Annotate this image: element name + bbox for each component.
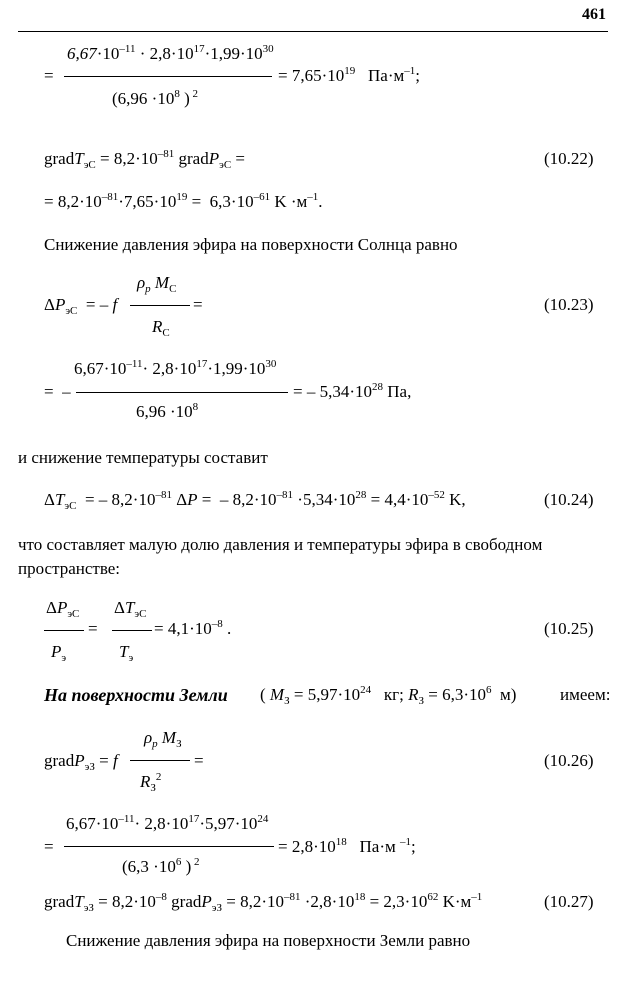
equals-sign: = [193, 295, 203, 314]
paragraph: и снижение температуры составит [18, 448, 268, 467]
formula-numerator: $\Delta T_{эС}$ [114, 598, 147, 620]
paragraph: Снижение давления эфира на поверхности Солнца равно [44, 235, 458, 254]
formula-denominator: $P_э$ [51, 642, 67, 664]
formula-delta-t-sun: $\Delta T_{эС}$ = – $8,2\cdot 10^{-81}$ ΔP = – $8,2\cdot 10^{-81} \cdot 5,34\cdot 10^{28} = 4,4\cdot 10^{-52}$ K, [44, 489, 466, 512]
formula-numerator: $6,67\cdot 10^{-11}\cdot 2,8\cdot 10^{17}\cdot 5,97\cdot 10^{24}$ [66, 813, 269, 833]
formula-result: = $2,8\cdot 10^{18}$ Па·м $^{-1}$; [278, 836, 416, 856]
formula-numerator: $\Delta P_{эС}$ [46, 598, 80, 620]
formula-denominator: ($6,3 \cdot 10^6$ ) $^2$ [122, 856, 200, 876]
equation-number: (10.26) [544, 751, 594, 770]
formula-numerator: $\rho_р$ $M_С$ [137, 273, 177, 295]
fraction-bar [64, 846, 274, 847]
fraction-bar [112, 630, 152, 631]
equals-sign: = [194, 751, 204, 770]
formula-result: = – $5,34\cdot 10^{28}$ Па, [293, 381, 412, 401]
formula-earth-params: ( $M_З = 5,97\cdot 10^{24}$ кг; $R_З = 6,3\cdot 10^6$ м) [260, 684, 517, 707]
fraction-bar [44, 630, 84, 631]
equals-sign: = [44, 66, 54, 85]
equation-number: (10.24) [544, 490, 594, 509]
formula-denominator: $T_э$ [119, 642, 134, 664]
header-rule [18, 31, 608, 32]
fraction-bar [130, 760, 190, 761]
section-heading: На поверхности Земли [44, 685, 228, 705]
equation-number: (10.25) [544, 619, 594, 638]
formula-result: = $4,1\cdot 10^{-8}$ . [154, 618, 232, 638]
formula-denominator: ($6,96 \cdot 10^8$ ) $^2$ [112, 88, 198, 108]
paragraph: имеем: [560, 685, 611, 704]
formula-denominator: $6,96 \cdot 10^8$ [136, 401, 199, 421]
page-number: 461 [582, 6, 606, 23]
formula-numerator: $6,67\cdot 10^{-11} \cdot 2,8\cdot 10^{17}\cdot 1,99\cdot 10^{30}$ [67, 43, 274, 63]
fraction-bar [130, 305, 190, 306]
formula-grad-t-sun-result: = $8,2\cdot 10^{-81}\cdot 7,65\cdot 10^{19} = 6,3\cdot 10^{-61}$ $K \cdot м^{-1}$. [44, 191, 323, 211]
fraction-bar [64, 76, 272, 77]
formula-prefix: = – [44, 382, 71, 401]
equals-sign: = [88, 619, 98, 638]
paragraph: что составляет малую долю давления и температуры эфира в свободном пространстве: [18, 535, 543, 578]
formula-result: = $7,65\cdot 10^{19}$ $Па\cdot м^{-1}$; [278, 65, 420, 85]
paragraph: Снижение давления эфира на поверхности Земли равно [66, 931, 471, 950]
formula-grad-p-earth: gradP$_{эЗ}$ = f [44, 751, 118, 773]
equals-sign: = [44, 837, 54, 856]
formula-grad-t-sun: gradT$_{эС}$ = $8,2\cdot 10^{-81}$ gradP$_{эС}$ = [44, 148, 246, 171]
equation-number: (10.23) [544, 295, 594, 314]
formula-denominator: $R_С$ [152, 317, 170, 339]
fraction-bar [76, 392, 288, 393]
formula-numerator: $\rho_р$ $M_З$ [144, 728, 182, 750]
formula-numerator: $6,67\cdot 10^{-11}\cdot 2,8\cdot 10^{17}\cdot 1,99\cdot 10^{30}$ [74, 358, 277, 378]
equation-number: (10.27) [544, 892, 594, 911]
equation-number: (10.22) [544, 149, 594, 168]
formula-denominator: $R_З^2$ [140, 771, 162, 794]
formula-grad-t-earth: gradT$_{эЗ}$ = $8,2\cdot 10^{-8}$ gradP$_{эЗ}$ = $8,2\cdot 10^{-81} \cdot 2,8\cdot 10^{18} = 2,3\cdot 10^{62}$ $K\cdot м^{-1}$ [44, 891, 483, 914]
formula-delta-p-sun: $\Delta P_{эС}$ = – f [44, 295, 118, 317]
